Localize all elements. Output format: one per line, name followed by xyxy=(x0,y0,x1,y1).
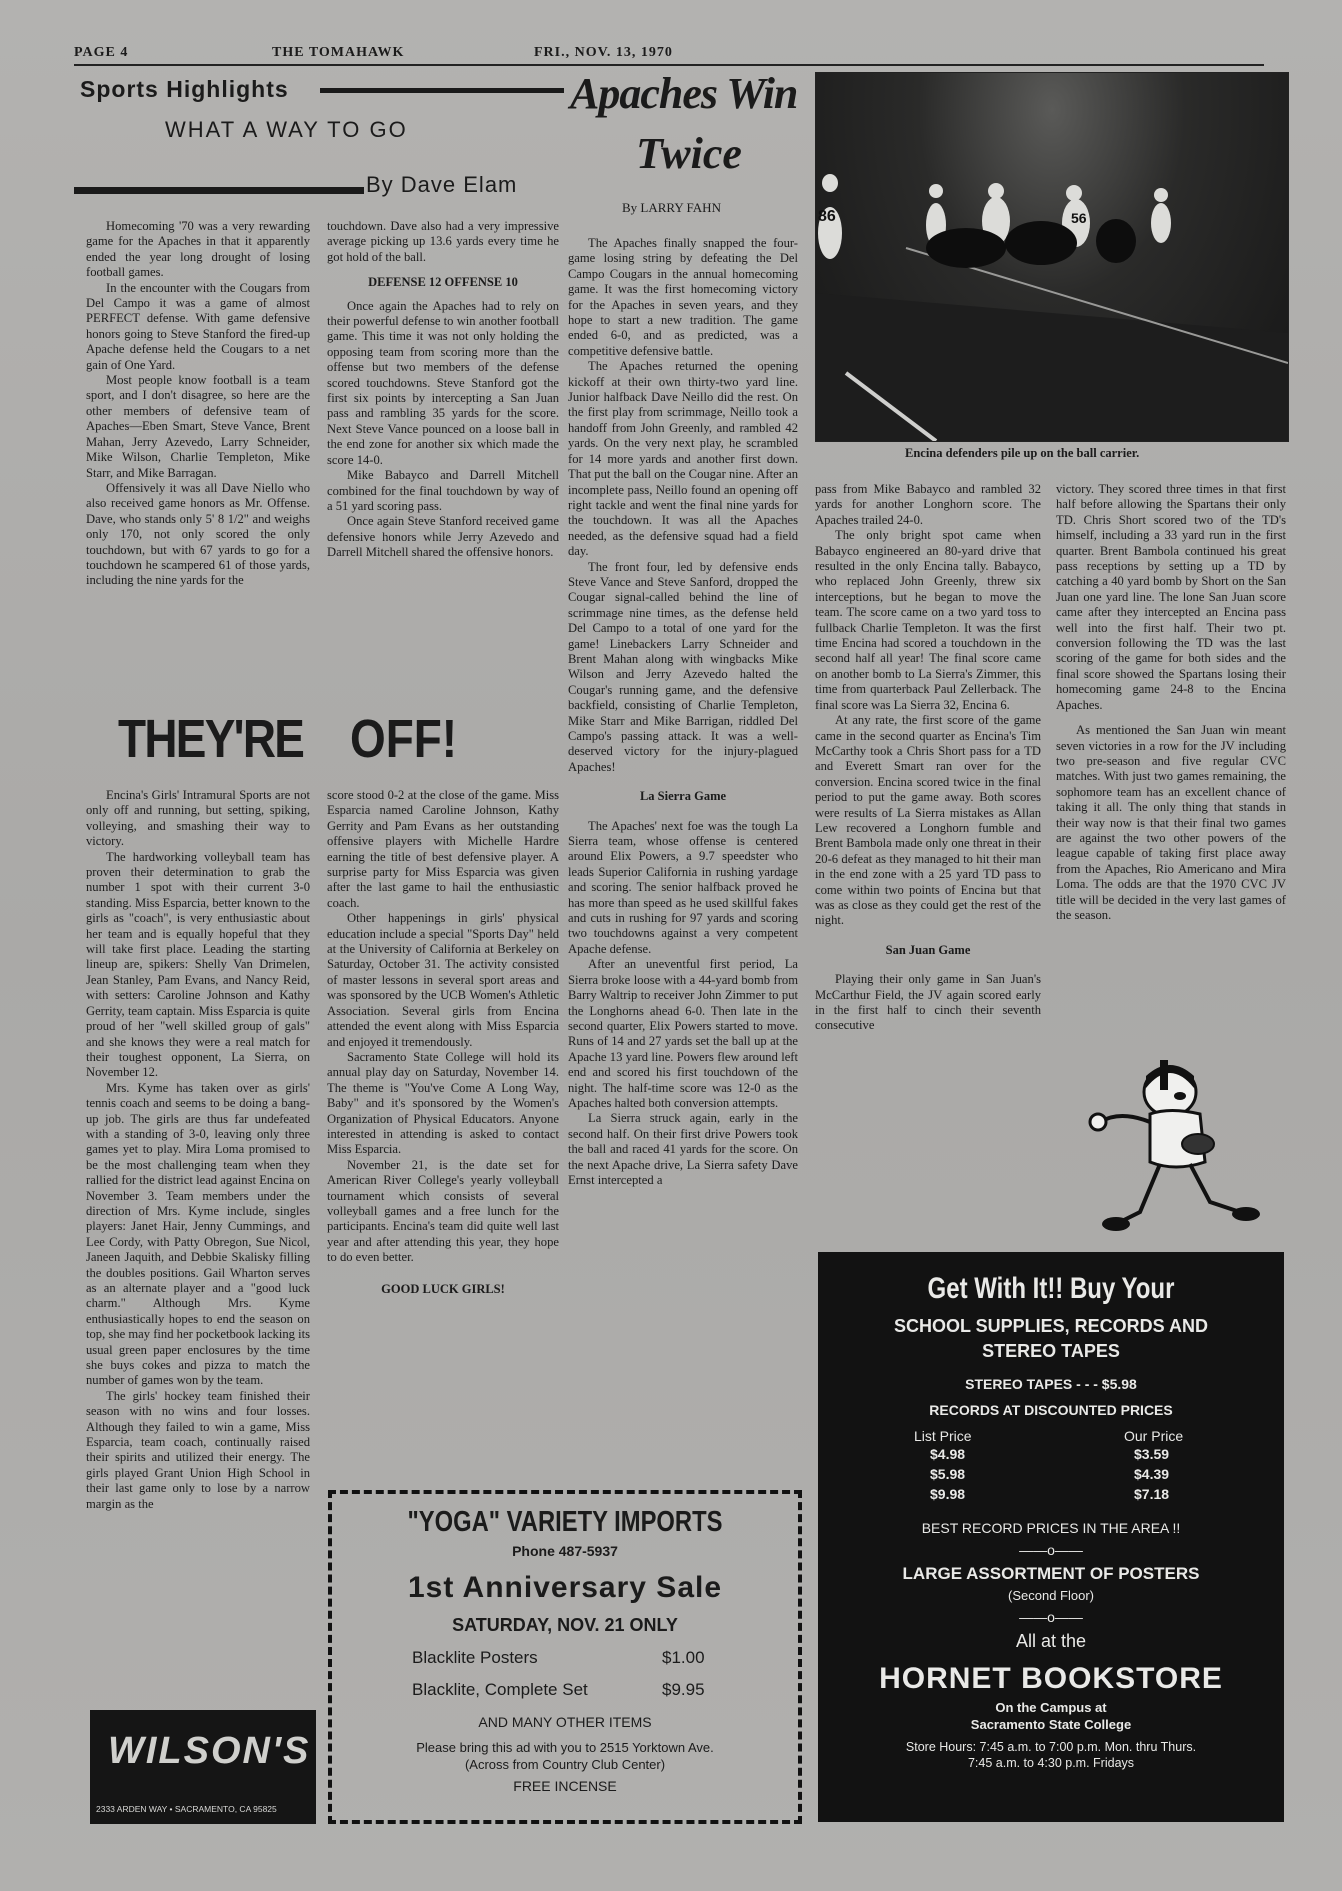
svg-text:86: 86 xyxy=(818,208,836,225)
paragraph: Homecoming '70 was a very rewarding game for the Apaches in that it apparently ended the year long drought of losing football games. xyxy=(86,219,310,280)
apaches-headline-1: Apaches Win xyxy=(570,69,798,118)
paragraph: The front four, led by defensive ends Steve Vance and Steve Sanford, dropped the Cougar signal-called behind the line of scrimmage nine times, as the defense held Del Campo to a total of one yard for the game! Linebackers Larry Schneider and Brent Mahan along with wingbacks Mike Wilson and Jerry Azevedo halted the Cougar's running game, and the defensive backfield, consisting of Charlie Templeton, Mike Starr and Mike Barrigan, riddled Del Campo's passing attack. It was a well-deserved victory for the injury-plagued Apaches! xyxy=(568,559,798,774)
subhead: La Sierra Game xyxy=(639,789,727,804)
off-headline: OFF! xyxy=(350,709,458,769)
hornet-store: HORNET BOOKSTORE xyxy=(879,1662,1223,1695)
page-header xyxy=(74,42,1264,66)
issue-date: FRI., NOV. 13, 1970 xyxy=(534,45,673,60)
paragraph: At any rate, the first score of the game came in the second quarter as Encina's Tim McCarthy took a Chris Short pass for a TD and Everett Smart ran over for the conversion. Encina scored twice in the final period to put the game away. Both scores were results of La Sierra mistakes as Allan Lew recovered a Longhorn fumble and Brent Bambola made only one threat in their 20-6 defeat as they managed to hit their man in the end zone with a 25 yard TD pass to come within two points of Encina but that was as close as they could get the rest of the night. xyxy=(815,713,1041,928)
subhead: San Juan Game xyxy=(885,942,971,957)
divider: ——o—— xyxy=(1019,1609,1083,1625)
byline-rule xyxy=(74,187,364,194)
hornet-head2: SCHOOL SUPPLIES, RECORDS AND xyxy=(893,1316,1209,1336)
yoga-sale: 1st Anniversary Sale xyxy=(407,1571,723,1604)
paragraph: victory. They scored three times in that first half before allowing the Spartans their only TD. Chris Short scored two of the TD's himself, including a 33 yard run in the first quarter. Brent Bambola continued his great pass receptions by setting up a TD by catching a 40 yard bomb by Short on the San Juan one yard line. The lone San Juan score came after they intercepted an Encina pass well into the first half. Their two pt. conversion following the TD was the last scoring of the game for both sides and the final score showed the Spartans losing their homecoming game 24-8 to the Encina Apaches. xyxy=(1056,482,1286,712)
paragraph: pass from Mike Babayco and rambled 32 yards for another Longhorn score. The Apaches trailed 24-0. xyxy=(815,482,1041,527)
yoga-item: Blacklite Posters xyxy=(412,1648,538,1667)
hornet-hours2: 7:45 a.m. to 4:30 p.m. Fridays xyxy=(967,1756,1135,1770)
title-rule xyxy=(320,88,564,93)
column-2-bottom xyxy=(327,788,559,1474)
list-price-label: List Price xyxy=(914,1428,972,1444)
paragraph: Other happenings in girls' physical education include a special "Sports Day" held at the University of California at Berkeley on Saturday, October 31. The activity consisted of master lessons in several sport areas and was sponsored by the UCB Women's Athletic Association. Several girls from Encina attended the event along with Miss Esparcia and enjoyed it tremendously. xyxy=(327,911,559,1049)
highlights-subtitle: WHAT A WAY TO GO xyxy=(165,117,408,142)
paragraph: Offensively it was all Dave Niello who also received game honors as Mr. Offense. Dave, who stands only 5' 8 1/2" and weighs only 170, not only scored the only touchdown, but with 67 yards to go for a touchdown he scampered 61 of those yards, including the nine yards for the xyxy=(86,480,310,588)
paragraph: Encina's Girls' Intramural Sports are not only off and running, but setting, spiking, volleying, and smashing their way to victory. xyxy=(86,788,310,849)
apaches-byline: By LARRY FAHN xyxy=(622,200,721,215)
theyre-headline: THEY'RE xyxy=(118,709,304,769)
yoga-free: FREE INCENSE xyxy=(513,1778,617,1794)
paragraph: Mike Babayco and Darrell Mitchell combined for the final touchdown by way of a 51 yard scoring pass. xyxy=(327,468,559,513)
hornet-bookstore-ad xyxy=(818,1252,1284,1822)
yoga-item-row xyxy=(332,1680,798,1706)
yoga-bring: Please bring this ad with you to 2515 Yorktown Ave. xyxy=(416,1740,714,1755)
wilsons-address: 2333 ARDEN WAY • SACRAMENTO, CA 95825 xyxy=(96,1804,277,1814)
hornet-allat: All at the xyxy=(1015,1631,1087,1651)
hornet-posters: LARGE ASSORTMENT OF POSTERS xyxy=(902,1564,1200,1583)
yoga-price: $9.95 xyxy=(662,1680,705,1699)
hornet-campus1: On the Campus at xyxy=(995,1700,1107,1715)
yoga-price: $1.00 xyxy=(662,1648,705,1667)
football-scene xyxy=(816,73,1288,441)
wilsons-ad xyxy=(90,1710,316,1824)
list-price: $5.98 xyxy=(930,1466,966,1482)
hornet-head1: Get With It!! Buy Your xyxy=(927,1272,1175,1305)
column-1-top xyxy=(86,219,310,705)
hornet-records: RECORDS AT DISCOUNTED PRICES xyxy=(929,1402,1173,1418)
our-price: $3.59 xyxy=(1134,1446,1170,1462)
paragraph: La Sierra struck again, early in the second half. On their first drive Powers took the ball and raced 41 yards for the score. On the next Apache drive, La Sierra safety Dave Ernst intercepted a xyxy=(568,1111,798,1187)
column-2-top xyxy=(327,219,559,705)
hornet-floor: (Second Floor) xyxy=(1008,1588,1094,1603)
hornet-best: BEST RECORD PRICES IN THE AREA !! xyxy=(921,1520,1181,1536)
paper-name: THE TOMAHAWK xyxy=(272,45,405,60)
paragraph: Once again the Apaches had to rely on their powerful defense to win another football game. This time it was not only holding the opposing team from scoring more than the offense but two members of the defense scored touchdowns. Steve Stanford got the first six points by intercepting a San Juan pass and rambling 35 yards for the score. Next Steve Vance pounced on a loose ball in the end zone for another six which made the score 14-0. xyxy=(327,298,559,467)
hornet-campus2: Sacramento State College xyxy=(970,1717,1132,1732)
yoga-across: (Across from Country Club Center) xyxy=(464,1757,666,1772)
paragraph: Once again Steve Stanford received game defensive honors while Jerry Azevedo and Darrell Mitchell shared the offensive honors. xyxy=(327,514,559,560)
yoga-phone: Phone 487-5937 xyxy=(512,1543,618,1559)
yoga-item: Blacklite, Complete Set xyxy=(412,1680,588,1699)
paragraph: As mentioned the San Juan win meant seven victories in a row for the JV including two pre-season and five regular CVC matches. With just two games remaining, the sophomore team has an excellent chance of taking it all. The only thing that stands in their way now is that their final two games are against the two other powers of the league capable of taking first place away from the Apaches, Rio Americano and Mira Loma. The odds are that the 1970 CVC JV title will be decided in the very last games of the season. xyxy=(1056,723,1286,922)
yoga-date: SATURDAY, NOV. 21 ONLY xyxy=(452,1615,678,1635)
paragraph: score stood 0-2 at the close of the game. Miss Esparcia named Caroline Johnson, Kathy Gerrity and Pam Evans as her outstanding offensive players with Michelle Hardre earning the title of best defensive player. A surprise party for Miss Esparcia was given after the last game to hail the enthusiastic coach. xyxy=(327,788,559,910)
hornet-hours1: Store Hours: 7:45 a.m. to 7:00 p.m. Mon. thru Thurs. xyxy=(905,1740,1197,1754)
paragraph: touchdown. Dave also had a very impressive average picking up 13.6 yards every time he got hold of the ball. xyxy=(327,219,559,264)
yoga-more: AND MANY OTHER ITEMS xyxy=(478,1714,652,1730)
football-photo xyxy=(815,72,1289,442)
subhead: DEFENSE 12 OFFENSE 10 xyxy=(368,275,518,290)
paragraph: The girls' hockey team finished their season with no wins and four losses. Although they failed to win a game, Miss Esparcia, team coach, continually raised their spirits and utilized their energy. The girls played Grant Union High School in their last game only to lose by a narrow margin as the xyxy=(86,1388,310,1511)
hornet-stereo: STEREO TAPES - - - $5.98 xyxy=(965,1376,1137,1392)
column-5 xyxy=(1056,482,1286,1052)
paragraph: Playing their only game in San Juan's McCarthur Field, the JV again scored early in the first half to cinch their seventh consecutive xyxy=(815,972,1041,1033)
list-price: $4.98 xyxy=(930,1446,966,1462)
highlights-title: Sports Highlights xyxy=(80,76,289,102)
paragraph: Most people know football is a team sport, and I don't disagree, so here are the other members of defensive team of Apaches—Eben Smart, Steve Vance, Brent Mahan, Jerry Azevedo, Larry Schneider, Mike Wilson, Charlie Templeton, Mike Starr, and Mike Barragan. xyxy=(86,373,310,480)
paragraph: The Apaches' next foe was the tough La Sierra team, whose offense is centered around Elix Powers, a 9.7 speedster who leads Superior California in rushing yardage and scoring. The senior halfback proved he has more than speed as he used skillful fakes and cuts in rushing for 97 yards and scoring two touchdowns against a very competent Apache defense. xyxy=(568,818,798,956)
paragraph: The only bright spot came when Babayco engineered an 80-yard drive that resulted in the only Encina tally. Babayco, who replaced John Greenly, threw six interceptions, but he began to move the team. The score came on a two yard toss to fullback Charlie Templeton. It was the first time Encina had scored a touchdown in the second half all year! The final score came on another bomb to La Sierra's Zimmer, this time from quarterback Paul Zellerback. The final score was La Sierra 32, Encina 6. xyxy=(815,528,1041,712)
paragraph: The Apaches returned the opening kickoff at their own thirty-two yard line. Junior halfback Dave Neillo did the rest. On the first play from scrimmage, Neillo took a handoff from John Greenly, and rambled 42 yards. On the very next play, he scrambled for 14 more yards and another first down. That put the ball on the Cougar nine. After an incomplete pass, Neillo found an opening off right tackle and went the final nine yards for the touchdown. It was all the Apaches needed, as the defensive squad had a field day. xyxy=(568,359,798,559)
paragraph: The Apaches finally snapped the four-game losing string by defeating the Del Campo Cougars in the annual homecoming game. It was the first homecoming victory for the Apaches in seven years, and they hope to start a new tradition. The game ended 6-0, and as predicted, was a competitive defensive battle. xyxy=(568,236,798,358)
highlights-byline: By Dave Elam xyxy=(366,172,518,197)
divider: ——o—— xyxy=(1019,1542,1083,1558)
column-4 xyxy=(815,482,1041,1242)
column-3 xyxy=(568,236,798,1468)
list-price: $9.98 xyxy=(930,1486,966,1502)
sign-off: GOOD LUCK GIRLS! xyxy=(381,1281,505,1296)
svg-text:56: 56 xyxy=(1071,210,1087,226)
paragraph: In the encounter with the Cougars from Del Campo it was a game of almost PERFECT defense. With game defensive honors going to Steve Stanford the fired-up Apache defense held the Cougars to a net gain of One Yard. xyxy=(86,280,310,372)
page-number: PAGE 4 xyxy=(74,45,129,60)
paragraph: November 21, is the date set for American River College's yearly volleyball tournament which consists of several volleyball games and a free lunch for the participants. Encina's team did quite well last year and after attending this year, they hope to do even better. xyxy=(327,1157,559,1265)
our-price: $7.18 xyxy=(1134,1486,1170,1502)
yoga-item-row xyxy=(332,1648,798,1674)
paragraph: After an uneventful first period, La Sierra broke loose with a 44-yard bomb from Barry Waltrip to receiver John Zimmer to put the Longhorns ahead 6-0. Then late in the second quarter, Elix Powers started to move. Runs of 14 and 27 yards set the ball up at the Apache 13 yard line. Powers flew around left end and scored his first touchdown of the night. The half-time score was 12-0 as the Apaches halted both conversion attempts. xyxy=(568,957,798,1110)
yoga-name: "YOGA" VARIETY IMPORTS xyxy=(407,1506,723,1538)
hornet-head3: STEREO TAPES xyxy=(982,1341,1120,1361)
apaches-headline-2: Twice xyxy=(636,129,742,178)
football-player-cartoon xyxy=(1080,1052,1280,1242)
paragraph: Mrs. Kyme has taken over as girls' tennis coach and seems to be doing a bang-up job. The girls are thus far undefeated with a standing of 3-0, leaving only three games yet to play. Mira Loma promised to be the most challenging team when they rallied for the district lead against Encina on November 3. Team members under the direction of Mrs. Kyme include, singles players: Janet Hair, Jenny Cummings, and Lee Cordy, with Patty Obregon, Sue Nicol, Janeen Jaquith, and Debbie Skalisky filling the doubles positions. Gail Wharton serves as an alternate player and a "good luck charm." Although Mrs. Kyme enthusiastically hopes to end the season on top, she may find her pocketbook lacking its usual green paper enclosures by the time she buys cokes and pizza to match the number of games won by the team. xyxy=(86,1080,310,1388)
yoga-ad xyxy=(328,1490,802,1824)
column-1-bottom xyxy=(86,788,310,1708)
hornet-price-table xyxy=(818,1428,1284,1520)
our-price-label: Our Price xyxy=(1124,1428,1184,1444)
photo-caption: Encina defenders pile up on the ball carrier. xyxy=(905,446,1140,460)
paragraph: Sacramento State College will hold its annual play day on Saturday, November 14. The theme is "You've Come A Long Way, Baby" and it's sponsored by the Women's Organization of Physical Educators. Anyone interested in attending is asked to contact Miss Esparcia. xyxy=(327,1049,559,1157)
paragraph: The hardworking volleyball team has proven their determination to grab the number 1 spot with their current 3-0 standing. Miss Esparcia, better known to the girls as "coach", is very enthusiastic about her team and is equally hopeful that they will take first place. Leading the starting lineup are, spikers: Shelly Van Drimelen, Jean Stanley, Pam Evans, and Nancy Reid, with setters: Caroline Johnson and Kathy Gerrity, team captain. Miss Esparcia is quite proud of her "well skilled group of gals" and she knows they were a real match for their toughest opponent, La Sierra, on November 12. xyxy=(86,849,310,1080)
wilsons-logo: WILSON'S xyxy=(108,1730,311,1772)
our-price: $4.39 xyxy=(1134,1466,1170,1482)
